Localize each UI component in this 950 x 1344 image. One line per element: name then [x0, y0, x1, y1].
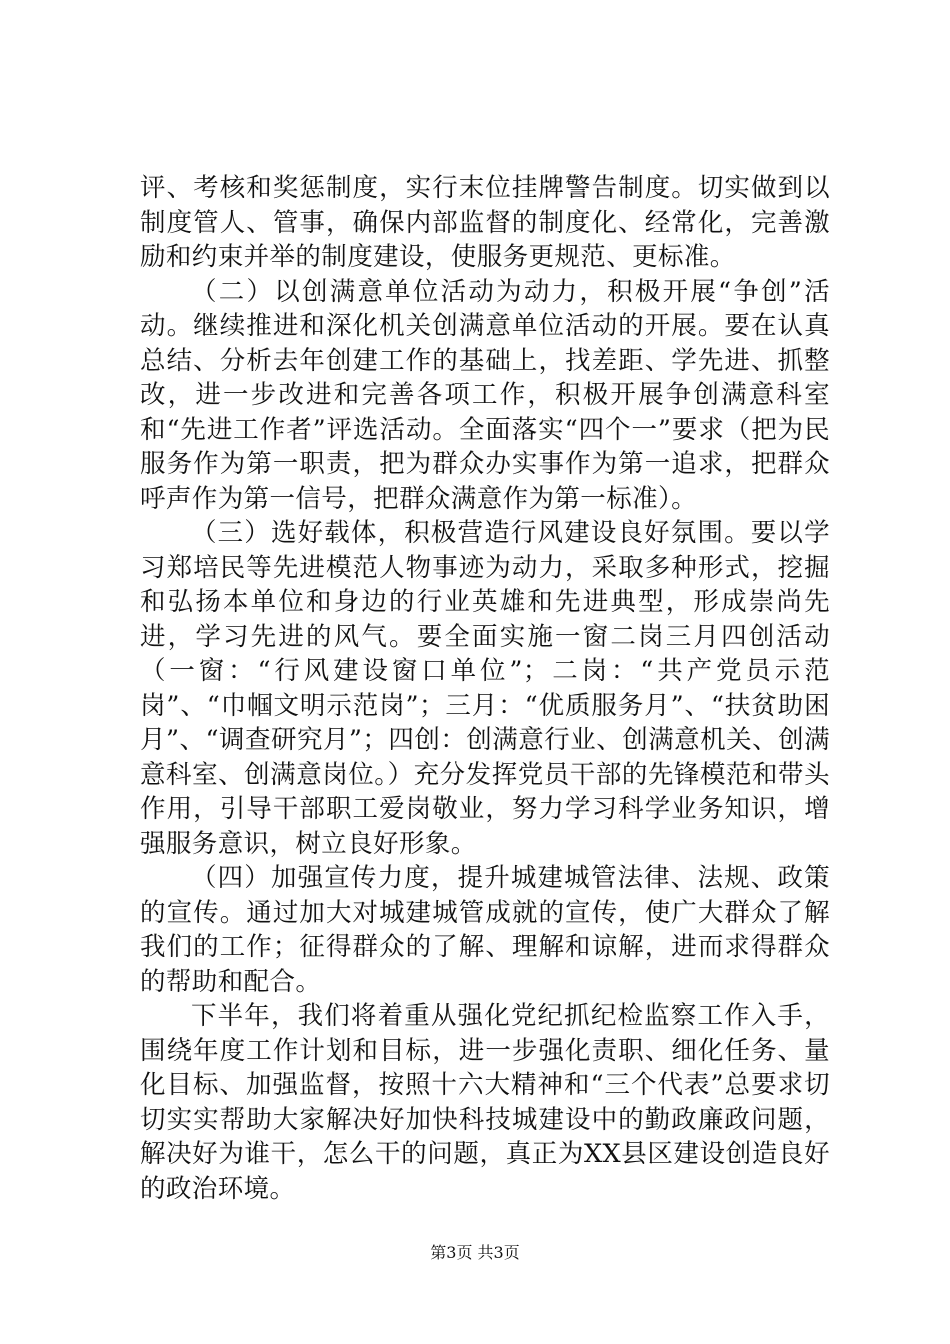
- document-body: [140, 171, 830, 1206]
- paragraph-4: （四）加强宣传力度，提升城建城管法律、法规、政策的宣传。通过加大对城建城管成就的宣传，使广大群众了解我们的工作；征得群众的了解、理解和谅解，进而求得群众的帮助和配合。: [140, 863, 830, 997]
- paragraph-3: （三）选好载体，积极营造行风建设良好氛围。要以学习郑培民等先进模范人物事迹为动力，采取多种形式，挖掘和弘扬本单位和身边的行业英雄和先进典型，形成崇尚先进，学习先进的风气。要全面实施一窗二岗三月四创活动（一窗：“行风建设窗口单位”；二岗：“共产党员示范岗”、“巾帼文明示范岗”；三月：“优质服务月”、“扶贫助困月”、“调查研究月”；四创：创满意行业、创满意机关、创满意科室、创满意岗位。）充分发挥党员干部的先锋模范和带头作用，引导干部职工爱岗敬业，努力学习科学业务知识，增强服务意识，树立良好形象。: [140, 518, 830, 859]
- paragraph-2: （二）以创满意单位活动为动力，积极开展“争创”活动。继续推进和深化机关创满意单位活动的开展。要在认真总结、分析去年创建工作的基础上，找差距、学先进、抓整改，进一步改进和完善各项工作，积极开展争创满意科室和“先进工作者”评选活动。全面落实“四个一”要求（把为民服务作为第一职责，把为群众办实事作为第一追求，把群众呼声作为第一信号，把群众满意作为第一标准）。: [140, 276, 830, 514]
- paragraph-5: 下半年，我们将着重从强化党纪抓纪检监察工作入手，围绕年度工作计划和目标，进一步强化责职、细化任务、量化目标、加强监督，按照十六大精神和“三个代表”总要求切切实实帮助大家解决好加快科技城建设中的勤政廉政问题，解决好为谁干，怎么干的问题，真正为XX县区建设创造良好的政治环境。: [140, 1001, 830, 1204]
- page-number-footer: 第3页 共3页: [430, 1243, 520, 1262]
- paragraph-1: 评、考核和奖惩制度，实行末位挂牌警告制度。切实做到以制度管人、管事，确保内部监督的制度化、经常化，完善激励和约束并举的制度建设，使服务更规范、更标准。: [140, 173, 830, 272]
